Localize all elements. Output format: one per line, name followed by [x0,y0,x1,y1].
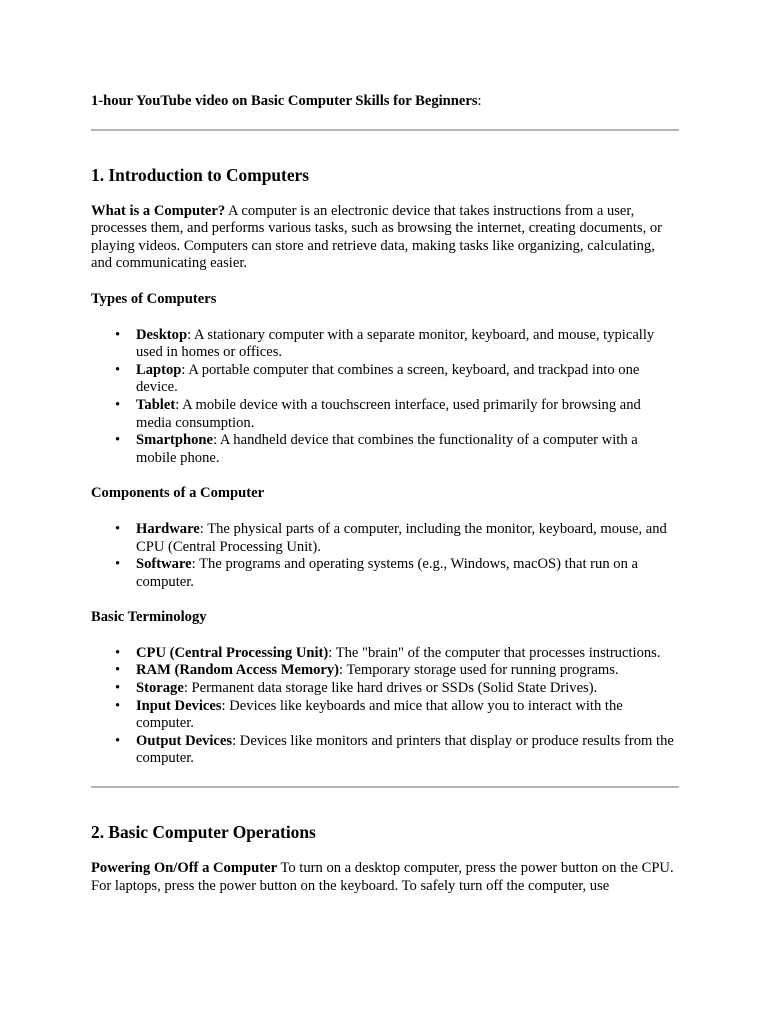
list-item [136,733,679,768]
list-item-text: : A mobile device with a touchscreen interface, used primarily for browsing and media consumption. [136,396,641,431]
list-item-term: Output Devices [136,732,233,749]
list-item-term: Desktop [136,326,188,343]
subsection-heading: Basic Terminology [91,609,207,626]
intro-line [91,93,679,111]
divider [91,129,679,131]
intro-title: 1-hour YouTube video on Basic Computer Skills for Beginners [91,93,478,109]
list-item-term: Tablet [136,396,176,413]
list-item [136,327,679,362]
list-item [136,397,679,432]
lead-text: To turn on a desktop computer, press the power button on the CPU. For laptops, press the power button on the keyboard. To safely turn off the computer, use [91,860,674,894]
list-item [136,521,679,556]
list-item-term: Smartphone [136,432,214,449]
list-item-text: : Devices like monitors and printers that display or produce results from the computer. [136,732,674,767]
list-item-term: Storage [136,680,184,697]
list-item-term: Hardware [136,520,200,537]
list-item [136,556,679,591]
list-item-text: : A portable computer that combines a screen, keyboard, and trackpad into one device. [136,361,640,396]
bullet-list [91,521,679,591]
list-item-term: Laptop [136,361,182,378]
list-item-term: CPU (Central Processing Unit) [136,644,329,661]
lead-term: Powering On/Off a Computer [91,860,278,877]
section-lead-paragraph [91,203,679,273]
section-heading: 1. Introduction to Computers [91,164,310,185]
list-item [136,680,679,698]
bullet-list [91,645,679,768]
subsection-heading: Types of Computers [91,290,217,307]
list-item [136,432,679,467]
list-item [136,645,679,663]
list-item [136,362,679,397]
list-item-text: : The "brain" of the computer that processes instructions. [328,644,661,661]
list-item-term: Input Devices [136,697,222,714]
section-lead-paragraph [91,860,679,895]
list-item-term: Software [136,556,192,573]
list-item-text: : Permanent data storage like hard drives or SSDs (Solid State Drives). [183,680,598,697]
bullet-list [91,327,679,468]
list-item-text: : The programs and operating systems (e.g., Windows, macOS) that run on a computer. [136,556,638,590]
lead-term: What is a Computer? [91,202,226,219]
list-item-text: : Temporary storage used for running programs. [339,662,619,679]
list-item-term: RAM (Random Access Memory) [136,662,340,679]
intro-colon: : [477,93,482,109]
list-item-text: : The physical parts of a computer, including the monitor, keyboard, mouse, and CPU (Central Processing Unit). [136,520,667,555]
list-item-text: : Devices like keyboards and mice that allow you to interact with the computer. [136,697,623,732]
list-item-text: : A handheld device that combines the functionality of a computer with a mobile phone. [136,432,638,466]
list-item [136,662,679,680]
section-heading: 2. Basic Computer Operations [91,822,316,843]
list-item-text: : A stationary computer with a separate monitor, keyboard, and mouse, typically used in homes or offices. [136,326,655,361]
document-page [91,93,679,895]
divider [91,786,679,788]
lead-text: A computer is an electronic device that takes instructions from a user, processes them, and performs various tasks, such as browsing the internet, creating documents, or playing videos. Computers can store and retrieve data, making tasks like organizing, calculating, and communicating easier. [91,202,663,272]
list-item [136,698,679,733]
subsection-heading: Components of a Computer [91,485,265,502]
